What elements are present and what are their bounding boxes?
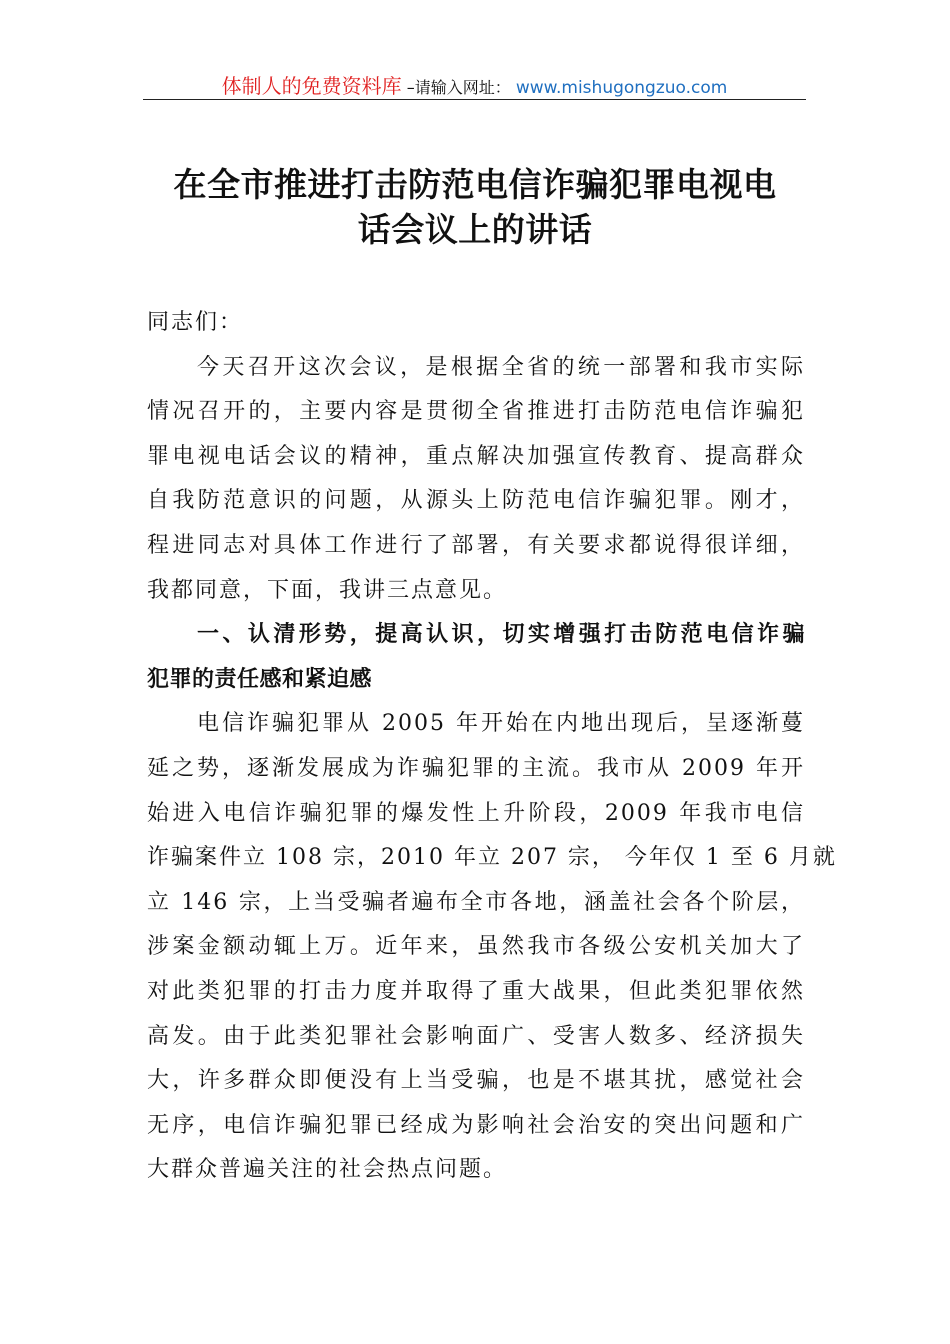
text-line: 延之势，逐渐发展成为诈骗犯罪的主流。我市从 2009 年开 <box>147 755 805 781</box>
text-line: 诈骗案件立 108 宗，2010 年立 207 宗， 今年仅 1 至 6 月就 <box>147 845 837 871</box>
text-line: 立 146 宗，上当受骗者遍布全市各地，涵盖社会各个阶层， <box>147 889 805 915</box>
page-header <box>143 70 806 100</box>
text-line: 无序，电信诈骗犯罪已经成为影响社会治安的突出问题和广 <box>147 1112 805 1138</box>
text-line: 今天召开这次会议，是根据全省的统一部署和我市实际 <box>197 354 805 380</box>
text-line: 罪电视电话会议的精神，重点解决加强宣传教育、提高群众 <box>147 443 805 469</box>
text-line: 我都同意，下面，我讲三点意见。 <box>147 577 508 603</box>
text-line: 电信诈骗犯罪从 2005 年开始在内地出现后，呈逐渐蔓 <box>197 711 805 737</box>
header-prompt: –请输入网址： <box>406 78 511 97</box>
document-body <box>147 301 837 1193</box>
section-heading <box>147 613 805 702</box>
document-title <box>140 162 810 252</box>
paragraph-intro <box>147 346 805 614</box>
heading-line: 犯罪的责任感和紧迫感 <box>147 666 373 692</box>
salutation: 同志们： <box>147 310 244 335</box>
text-line: 高发。由于此类犯罪社会影响面广、受害人数多、经济损失 <box>147 1023 805 1049</box>
text-line: 情况召开的，主要内容是贯彻全省推进打击防范电信诈骗犯 <box>147 399 805 425</box>
header-brand: 体制人的免费资料库 <box>221 74 402 98</box>
text-line: 对此类犯罪的打击力度并取得了重大战果，但此类犯罪依然 <box>147 978 805 1004</box>
paragraph-situation <box>147 702 837 1193</box>
text-line: 始进入电信诈骗犯罪的爆发性上升阶段，2009 年我市电信 <box>147 800 805 826</box>
heading-line: 一、认清形势，提高认识，切实增强打击防范电信诈骗 <box>197 622 805 648</box>
text-line: 程进同志对具体工作进行了部署，有关要求都说得很详细， <box>147 532 805 558</box>
text-line: 自我防范意识的问题，从源头上防范电信诈骗犯罪。刚才， <box>147 488 805 514</box>
text-line: 大群众普遍关注的社会热点问题。 <box>147 1157 508 1183</box>
text-line: 涉案金额动辄上万。近年来，虽然我市各级公安机关加大了 <box>147 934 805 960</box>
title-line: 在全市推进打击防范电信诈骗犯罪电视电 <box>173 165 777 204</box>
text-line: 大，许多群众即便没有上当受骗，也是不堪其扰，感觉社会 <box>147 1068 805 1094</box>
header-url-link[interactable]: www.mishugongzuo.com <box>515 78 728 98</box>
title-line: 话会议上的讲话 <box>357 210 593 249</box>
